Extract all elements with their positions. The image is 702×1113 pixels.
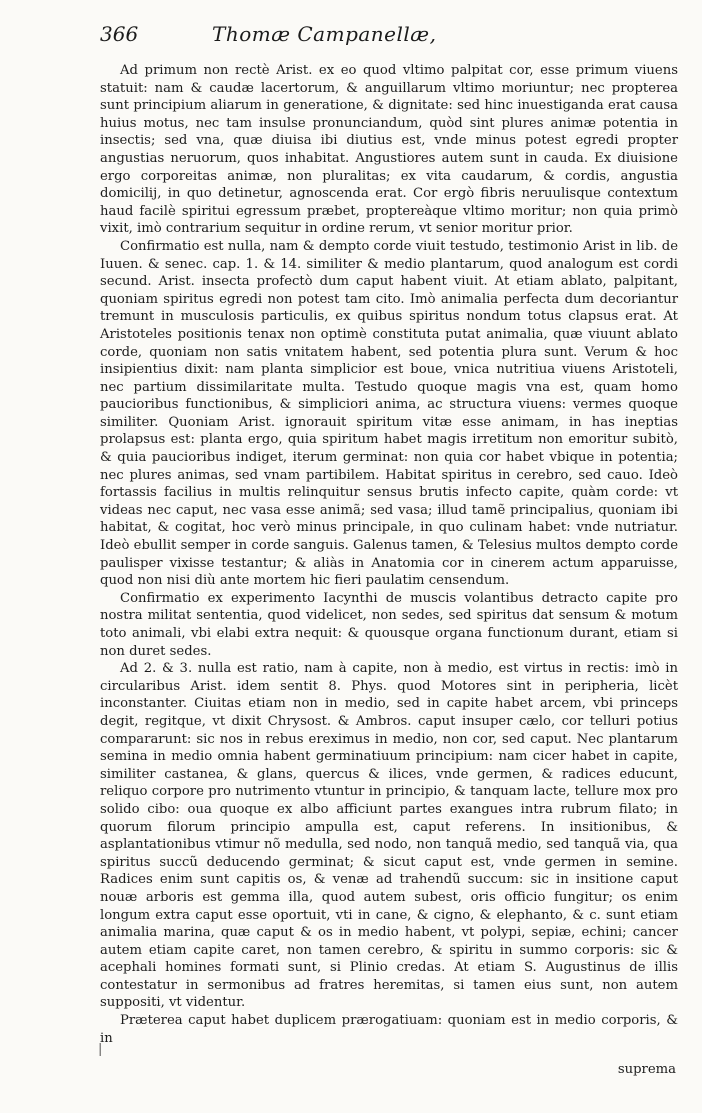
paragraph: Confirmatio est nulla, nam & dempto corde viuit testudo, testimonio Arist in lib. de Iuuen. & senec. cap. 1. & 14. similiter & medio plantarum, quod analogum est cordi secund. Arist. insecta profectò dum caput habent viuit. At etiam ablato, palpitant, quoniam spiritus egredi non potest tam cito. Imò animalia perfecta dum decoriantur tremunt in musculosis particulis, ex quibus spiritus nondum totus clapsus erat. At Aristoteles positionis tenax non optimè constituta putat animalia, quæ viuunt ablato corde, quoniam non satis vnitatem habent, sed potentia plura sunt. Verum & hoc insipientius dixit: nam planta simplicior est boue, vnica nutritiua viuens Aristoteli, nec partium dissimilaritate multa. Testudo quoque magis vna est, quam homo paucioribus functionibus, & simpliciori anima, ac structura viuens: vermes quoque similiter. Quoniam Arist. ignorauit spiritum vitæ esse animam, in has ineptias prolapsus est: planta ergo, quia spiritum habet magis irretitum non emoritur subitò, & quia paucioribus indiget, iterum germinat: non quia cor habet vbique in potentia; nec plures animas, sed vnam partibilem. Habitat spiritus in cerebro, sed cauo. Ideò fortassis facilius in multis relinquitur sensus brutis infecto capite, quàm corde: vt videas nec caput, nec vasa esse animã; sed vasa; illud tamẽ principalius, quoniam ibi habitat, & cogitat, hoc verò minus principale, in quo culinam habet: vnde nutriatur. Ideò ebullit semper in corde sanguis. Galenus tamen, & Telesius multos dempto corde paulisper vixisse testantur; & aliàs in Anatomia cor in cinerem actum apparuisse, quod non nisi diù ante mortem hic fieri paulatim censendum.: [100, 238, 678, 589]
paragraph: Confirmatio ex experimento Iacynthi de muscis volantibus detracto capite pro nostra militat sententia, quod videlicet, non sedes, sed spiritus dat sensum & motum toto animali, vbi elabi extra nequit: & quousque organa functionum durant, etiam si non duret sedes.: [100, 590, 678, 659]
margin-mark: |: [98, 1042, 103, 1057]
paragraph: Præterea caput habet duplicem prærogatiuam: quoniam est in medio corporis, & in: [100, 1013, 678, 1046]
paragraph: Ad primum non rectè Arist. ex eo quod vltimo palpitat cor, esse primum viuens statuit: nam & caudæ lacertorum, & anguillarum vltimo moriuntur; nec propterea sunt principium aliarum in generatione, & dignitate: sed hinc inuestiganda erat causa huius motus, nec tam insulse pronunciandum, quòd sint plures animæ potentia in insectis; sed vna, quæ diuisa ibi diutius est, vnde minus potest egredi propter angustias neruorum, quos inhabitat. Angustiores autem sunt in cauda. Ex diuisione ergo corporeitas animæ, non pluralitas; ex vita caudarum, & cordis, angustia domicilij, in quo detinetur, agnoscenda erat. Cor ergò fibris neruulisque contextum haud facilè spiritui egressum præbet, proptereàque vltimo moritur; non quia primò vixit, imò contrarium sequitur in ordine rerum, vt senior moritur prior.: [100, 63, 678, 237]
catchword: suprema: [617, 1062, 676, 1077]
body-text: [100, 62, 678, 1047]
page-number: 366: [100, 22, 139, 46]
running-title: Thomæ Campanellæ,: [212, 22, 437, 46]
running-head: [100, 22, 678, 62]
paragraph: Ad 2. & 3. nulla est ratio, nam à capite, non à medio, est virtus in rectis: imò in circularibus Arist. idem sentit 8. Phys. quod Motores sint in peripheria, licèt inconstanter. Ciuitas etiam non in medio, sed in capite habet arcem, vbi princeps degit, regitque, vt dixit Chrysost. & Ambros. caput insuper cælo, cor telluri potius compararunt: sic nos in rebus ereximus in medio, non cor, sed caput. Nec plantarum semina in medio omnia habent germinatiuum principium: nam cicer habet in capite, similiter castanea, & glans, quercus & ilices, vnde germen, & radices educunt, reliquo corpore pro nutrimento vtuntur in principio, & tanquam lacte, tellure mox pro solido cibo: oua quoque ex albo afficiunt partes exangues intra rubrum filato; in quorum filorum principio ampulla est, caput referens. In insitionibus, & asplantationibus vtimur nõ medulla, sed nodo, non tanquã medio, sed tanquã via, qua spiritus succũ deducendo germinat; & sicut caput est, vnde germen in semine. Radices enim sunt capitis os, & venæ ad trahendũ succum: sic in insitione caput nouæ arboris est gemma illa, quod autem subest, oris officio fungitur; os enim longum extra caput esse oportuit, vti in cane, & cigno, & elephanto, & c. sunt etiam animalia marina, quæ caput & os in medio habent, vt polypi, sepiæ, echini; cancer autem etiam capite caret, non tamen cerebro, & spiritu in summo corporis: sic & acephali homines formati sunt, si Plinio credas. At etiam S. Augustinus de illis contestatur in sermonibus ad fratres heremitas, si tamen eius sunt, non autem suppositi, vt videntur.: [100, 661, 678, 1011]
